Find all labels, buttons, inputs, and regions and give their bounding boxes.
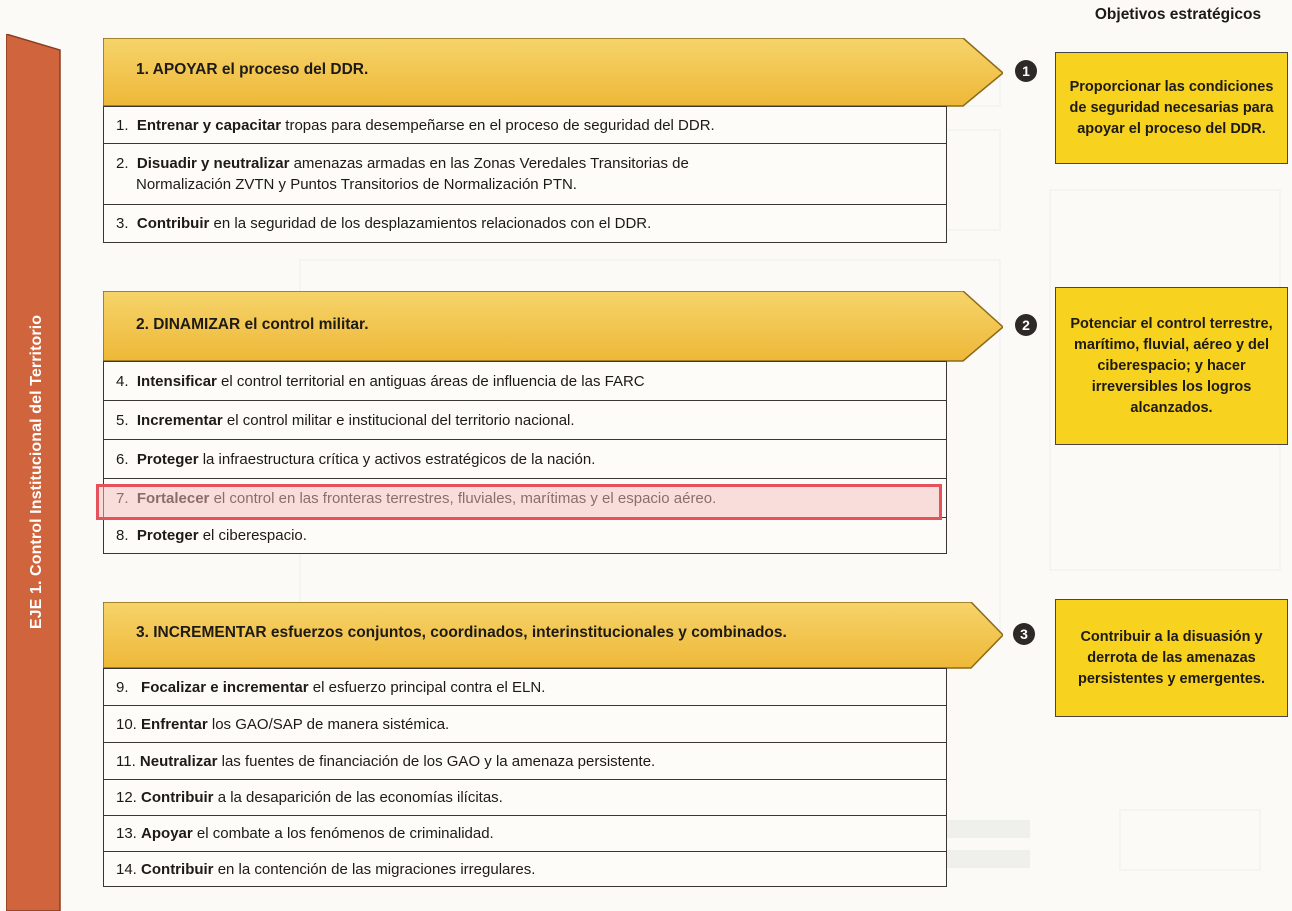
line-item: 8. Proteger el ciberespacio. (104, 518, 947, 554)
group-3-number-badge: 3 (1013, 623, 1035, 645)
group-3-lines (103, 668, 947, 887)
group-1-lines (103, 106, 947, 243)
group-1-number-badge: 1 (1015, 60, 1037, 82)
line-item: 4. Intensificar el control territorial en antiguas áreas de influencia de las FARC (104, 362, 947, 401)
line-item: 9. Focalizar e incrementar el esfuerzo principal contra el ELN. (104, 669, 947, 706)
line-item: 14. Contribuir en la contención de las migraciones irregulares. (104, 852, 947, 887)
line-item: 12. Contribuir a la desaparición de las economías ilícitas. (104, 780, 947, 816)
group-2-number-badge: 2 (1015, 314, 1037, 336)
line-item: 2. Disuadir y neutralizar amenazas armadas en las Zonas Veredales Transitorias de Normalización ZVTN y Puntos Transitorios de Normalización PTN. (104, 144, 947, 205)
line-item: 13. Apoyar el combate a los fenómenos de criminalidad. (104, 816, 947, 852)
group-3-title: 3. INCREMENTAR esfuerzos conjuntos, coordinados, interinstitucionales y combinados. (136, 624, 787, 641)
group-1-title: 1. APOYAR el proceso del DDR. (136, 61, 369, 78)
objective-3: Contribuir a la disuasión y derrota de las amenazas persistentes y emergentes. (1055, 599, 1288, 717)
line-item: 10. Enfrentar los GAO/SAP de manera sistémica. (104, 706, 947, 743)
axis-label: EJE 1. Control Institucional del Territorio (28, 314, 45, 630)
highlight-box (96, 484, 942, 520)
objective-2: Potenciar el control terrestre, marítimo, fluvial, aéreo y del ciberespacio; y hacer irreversibles los logros alcanzados. (1055, 287, 1288, 445)
group-2-lines (103, 361, 947, 554)
objectives-heading: Objetivos estratégicos (1094, 6, 1262, 23)
line-item: 1. Entrenar y capacitar tropas para desempeñarse en el proceso de seguridad del DDR. (104, 107, 947, 144)
line-item: 6. Proteger la infraestructura crítica y activos estratégicos de la nación. (104, 440, 947, 479)
line-item: 11. Neutralizar las fuentes de financiación de los GAO y la amenaza persistente. (104, 743, 947, 780)
group-2-title: 2. DINAMIZAR el control militar. (136, 316, 369, 333)
line-item: 5. Incrementar el control militar e institucional del territorio nacional. (104, 401, 947, 440)
line-item: 3. Contribuir en la seguridad de los desplazamientos relacionados con el DDR. (104, 205, 947, 243)
objective-1: Proporcionar las condiciones de seguridad necesarias para apoyar el proceso del DDR. (1055, 52, 1288, 164)
